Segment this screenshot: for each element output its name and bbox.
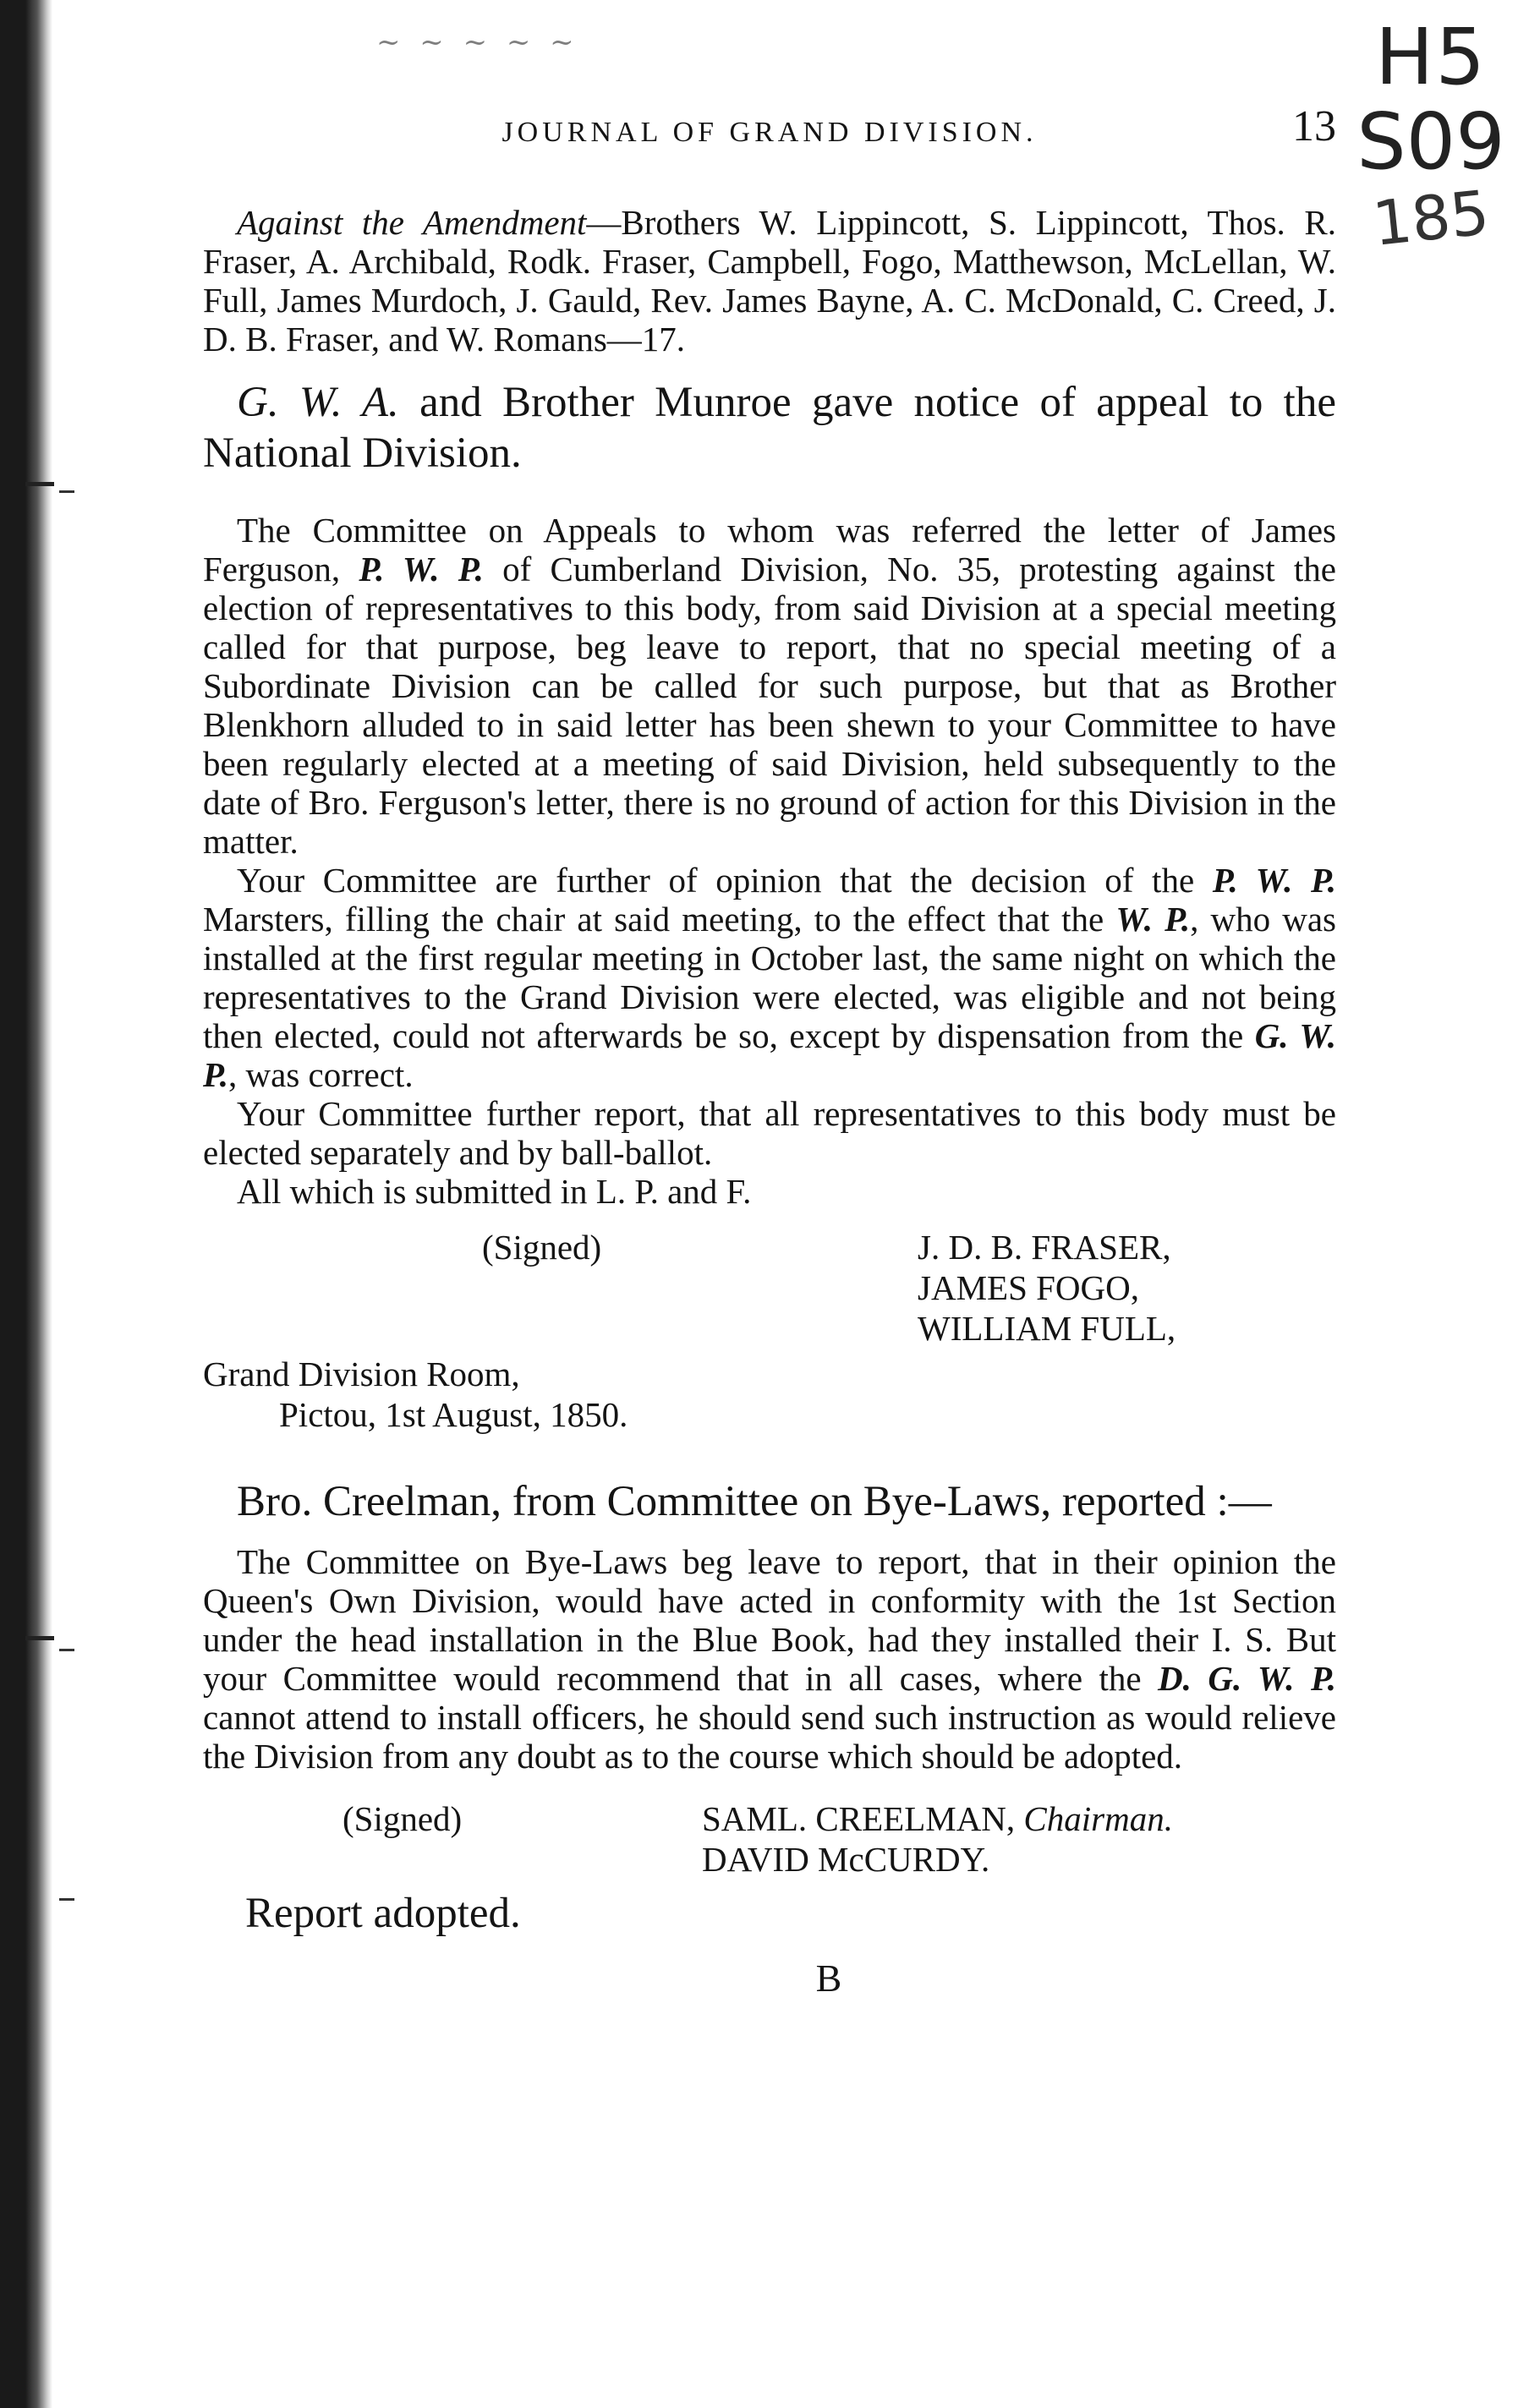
text-run: of Cumberland Division, No. 35, protesting against the election of representatives to this body, from said Division at a special meeting called for that purpose, beg leave to report, that no special meeting of a Subordinate Division can be called for such purpose, but that as Brother Blenkhorn alluded to in said letter has been shewn to your Committee to have been regularly elected at a meeting of said Division, held subsequently to the date of Bro. Ferguson's letter, there is no ground of action for this Division in the matter. — [203, 550, 1336, 861]
catalog-line-2: S09 — [1356, 96, 1505, 187]
appeal-notice-paragraph — [203, 377, 1336, 479]
pwp-abbr: P. W. P. — [1212, 861, 1336, 900]
report-place: Grand Division Room, — [203, 1354, 520, 1393]
signer-1: J. D. B. FRASER, — [918, 1228, 1171, 1267]
text-run: , was correct. — [228, 1055, 414, 1094]
signer-role: Chairman. — [1023, 1799, 1173, 1838]
against-amendment-names: —Brothers W. Lippincott, S. Lippincott, Thos. R. Fraser, A. Archibald, Rodk. Fraser, Campbell, Fogo, Matthewson, McLellan, W. Full, James Murdoch, J. Gauld, Rev. James Bayne, A. C. McDonald, C. Creed, J. D. B. Fraser, and W. Romans—17. — [203, 203, 1336, 358]
byelaws-signature-block — [203, 1799, 1336, 1888]
signer-3: WILLIAM FULL, — [918, 1309, 1176, 1348]
report-adopted: Report adopted. — [245, 1890, 521, 1937]
text-run: Marsters, filling the chair at said meeting, to the effect that the — [203, 900, 1116, 939]
binding-edge — [0, 0, 52, 2408]
signer-name: SAML. CREELMAN, — [702, 1799, 1024, 1838]
against-amendment-paragraph — [203, 203, 1336, 358]
pwp-abbr: P. W. P. — [359, 550, 484, 588]
gwp-abbr: G. W. P. — [203, 1016, 1336, 1094]
text-run: The Committee on Appeals to whom was referred the letter of James Ferguson, — [203, 511, 1336, 588]
signer-2: DAVID McCURDY. — [702, 1840, 990, 1879]
text-run: cannot attend to install officers, he should send such instruction as would relieve the Division from any doubt as to the course which should be adopted. — [203, 1698, 1336, 1776]
wp-abbr: W. P. — [1115, 900, 1191, 939]
edge-mark — [25, 482, 54, 486]
bleed-through-text: ~ ~ ~ ~ ~ — [376, 25, 579, 51]
journal-title: JOURNAL OF GRAND DIVISION. — [501, 117, 1038, 148]
text-run: Your Committee are further of opinion that the decision of the — [237, 861, 1213, 900]
running-header — [203, 101, 1336, 169]
signer-2: JAMES FOGO, — [918, 1268, 1139, 1307]
page-content — [203, 101, 1336, 2000]
report-date: Pictou, 1st August, 1850. — [279, 1395, 628, 1434]
appeals-report-paragraph-3: Your Committee further report, that all representatives to this body must be elected separately and by ball-ballot. — [203, 1094, 1336, 1172]
signature-mark: B — [815, 1956, 842, 2000]
edge-mark — [59, 1649, 74, 1651]
signed-label: (Signed) — [482, 1228, 602, 1267]
byelaws-intro: Bro. Creelman, from Committee on Bye-Laws, reported :— — [237, 1478, 1272, 1525]
catalog-line-3: 185 — [1369, 177, 1493, 260]
text-run: The Committee on Bye-Laws beg leave to report, that in their opinion the Queen's Own Division, would have acted in conformity with the 1st Section under the head installation in the Blue Book, had they installed their I. S. But your Committee would recommend that in all cases, where the — [203, 1542, 1336, 1698]
appeals-signature-block — [203, 1228, 1336, 1354]
signed-label: (Signed) — [343, 1799, 463, 1838]
appeal-notice-text: and Brother Munroe gave notice of appeal to the National Division. — [203, 379, 1336, 477]
text-run: , who was installed at the first regular meeting in October last, the same night on which the representatives to the Grand Division were elected, was eligible and not being then elected, could not afterwards be so, except by dispensation from the — [203, 900, 1337, 1055]
catalog-line-1: H5 — [1375, 12, 1487, 102]
appeals-place-date — [203, 1354, 1336, 1448]
byelaws-report-paragraph — [203, 1542, 1336, 1776]
edge-mark — [59, 1898, 74, 1901]
page-number: 13 — [1292, 102, 1336, 150]
appeals-report-paragraph-1 — [203, 511, 1336, 861]
appeals-report-paragraph-2 — [203, 861, 1336, 1094]
edge-mark — [59, 490, 74, 493]
edge-mark — [25, 1636, 54, 1640]
gwa-abbr: G. W. A. — [237, 379, 399, 426]
against-amendment-label: Against the Amendment — [237, 203, 587, 242]
handwritten-catalog-mark — [1334, 12, 1528, 260]
dgwp-abbr: D. G. W. P. — [1158, 1659, 1336, 1698]
appeals-report-paragraph-4: All which is submitted in L. P. and F. — [237, 1172, 752, 1211]
signer-chairman — [702, 1799, 1173, 1838]
